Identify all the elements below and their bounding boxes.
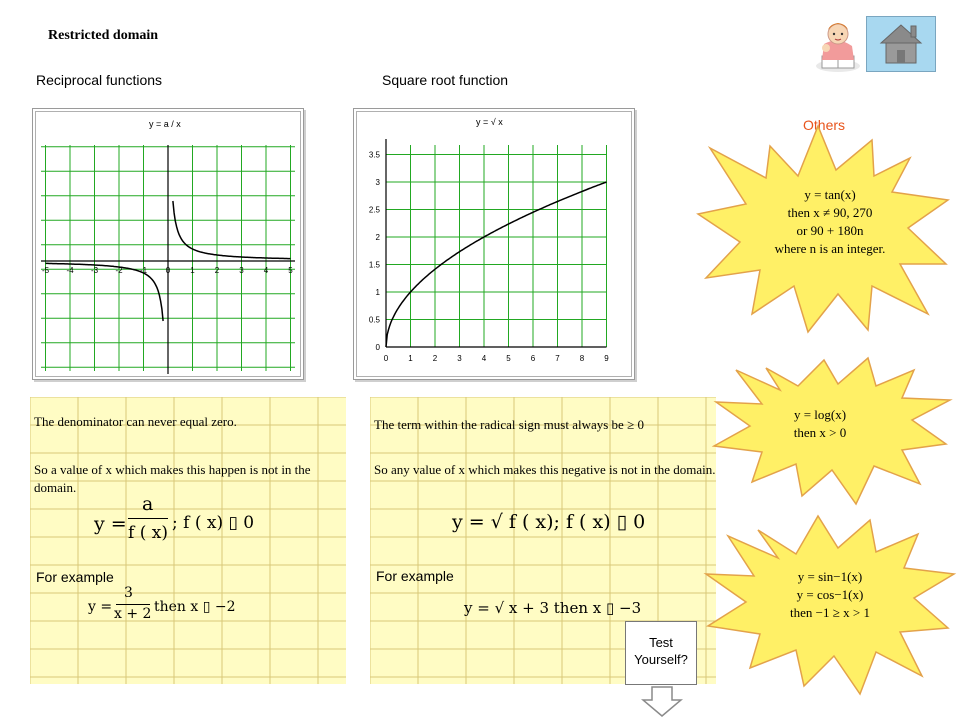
reciprocal-note-line1: The denominator can never equal zero. bbox=[34, 414, 237, 429]
x-tick-label: -2 bbox=[115, 266, 123, 275]
reciprocal-graph-label: y = a / x bbox=[149, 119, 181, 129]
down-arrow-icon[interactable] bbox=[641, 686, 683, 718]
trig-line3: then −1 ≥ x > 1 bbox=[790, 605, 870, 620]
x-tick-label: 6 bbox=[530, 354, 536, 363]
tan-line3: or 90 + 180n bbox=[796, 223, 864, 238]
reciprocal-graph-plot bbox=[33, 109, 303, 379]
x-tick-label: 5 bbox=[288, 266, 293, 275]
tan-line2: then x ≠ 90, 270 bbox=[787, 205, 873, 220]
formula-fraction-bar bbox=[128, 518, 168, 519]
x-tick-label: 2 bbox=[432, 354, 438, 363]
x-tick-label: 1 bbox=[408, 354, 413, 363]
sqrt-note-line2: So any value of x which makes this negative is not in the domain. bbox=[374, 462, 716, 477]
test-button-line1: Test bbox=[649, 635, 673, 650]
formula-lhs: y = bbox=[94, 513, 127, 535]
x-tick-label: 4 bbox=[481, 354, 487, 363]
sqrt-note-line1: The term within the radical sign must always be ≥ 0 bbox=[374, 417, 644, 432]
reciprocal-note bbox=[30, 397, 346, 684]
y-tick-label: 0 bbox=[375, 343, 380, 352]
reciprocal-example-label: For example bbox=[36, 569, 114, 585]
log-text bbox=[760, 406, 880, 442]
others-label: Others bbox=[803, 117, 846, 133]
tan-line4: where n is an integer. bbox=[774, 241, 886, 256]
sqrt-graph bbox=[353, 108, 635, 380]
x-tick-label: 0 bbox=[383, 354, 389, 363]
page-title: Restricted domain bbox=[48, 28, 159, 43]
x-tick-label: -4 bbox=[66, 266, 74, 275]
formula-denominator: f ( x) bbox=[128, 523, 168, 543]
sqrt-graph-plot bbox=[354, 109, 634, 379]
sqrt-formula: y = √ f ( x); f ( x) ▯ 0 bbox=[452, 511, 646, 533]
y-tick-label: 2.5 bbox=[368, 205, 380, 215]
y-tick-label: 3 bbox=[375, 178, 380, 187]
x-tick-label: 5 bbox=[506, 354, 511, 363]
x-tick-label: 7 bbox=[555, 354, 560, 363]
sqrt-section-label: Square root function bbox=[382, 72, 509, 88]
x-tick-label: 3 bbox=[239, 266, 244, 275]
student-reading-icon bbox=[812, 16, 864, 74]
reciprocal-note-line2: So a value of x which makes this happen is not in the domain. bbox=[34, 462, 311, 495]
log-line2: then x > 0 bbox=[793, 425, 847, 440]
y-tick-label: 3.5 bbox=[368, 150, 380, 160]
x-tick-label: 9 bbox=[604, 354, 609, 363]
trig-line1: y = sin−1(x) bbox=[797, 569, 863, 584]
y-tick-label: 0.5 bbox=[368, 315, 380, 325]
x-tick-label: 8 bbox=[579, 354, 585, 363]
tan-text bbox=[740, 186, 920, 258]
x-tick-label: 4 bbox=[263, 266, 269, 275]
tan-line1: y = tan(x) bbox=[804, 187, 856, 202]
home-button[interactable] bbox=[866, 16, 936, 72]
x-tick-label: -5 bbox=[41, 266, 50, 275]
test-yourself-button[interactable] bbox=[625, 621, 697, 685]
y-tick-label: 1.5 bbox=[368, 260, 380, 270]
formula-numerator: a bbox=[142, 493, 154, 515]
home-icon bbox=[867, 17, 935, 71]
sqrt-graph-label: y = √ x bbox=[476, 117, 503, 127]
formula-rhs: ; f ( x) ▯ 0 bbox=[172, 513, 255, 533]
test-button-line2: Yourself? bbox=[634, 652, 688, 667]
example-lhs: y = bbox=[88, 599, 113, 615]
example-numerator: 3 bbox=[124, 585, 133, 601]
x-tick-label: 3 bbox=[457, 354, 462, 363]
x-tick-label: 2 bbox=[214, 266, 220, 275]
example-denominator: x + 2 bbox=[114, 606, 152, 622]
sqrt-example: y = √ x + 3 then x ▯ −3 bbox=[464, 599, 642, 617]
y-tick-label: 1 bbox=[375, 288, 380, 297]
note-grid-background bbox=[30, 397, 346, 684]
log-line1: y = log(x) bbox=[793, 407, 847, 422]
x-tick-label: -1 bbox=[139, 266, 148, 275]
trig-text bbox=[750, 568, 910, 622]
example-fraction-bar bbox=[116, 604, 150, 605]
y-tick-label: 2 bbox=[375, 233, 380, 242]
x-tick-label: 0 bbox=[165, 266, 171, 275]
x-tick-label: -3 bbox=[90, 266, 99, 275]
example-rhs: then x ▯ −2 bbox=[154, 599, 236, 615]
x-tick-label: 1 bbox=[190, 266, 195, 275]
trig-line2: y = cos−1(x) bbox=[796, 587, 864, 602]
sqrt-example-label: For example bbox=[376, 568, 454, 584]
reciprocal-section-label: Reciprocal functions bbox=[36, 72, 163, 88]
reciprocal-graph bbox=[32, 108, 304, 380]
curve-positive-branch bbox=[173, 201, 291, 259]
